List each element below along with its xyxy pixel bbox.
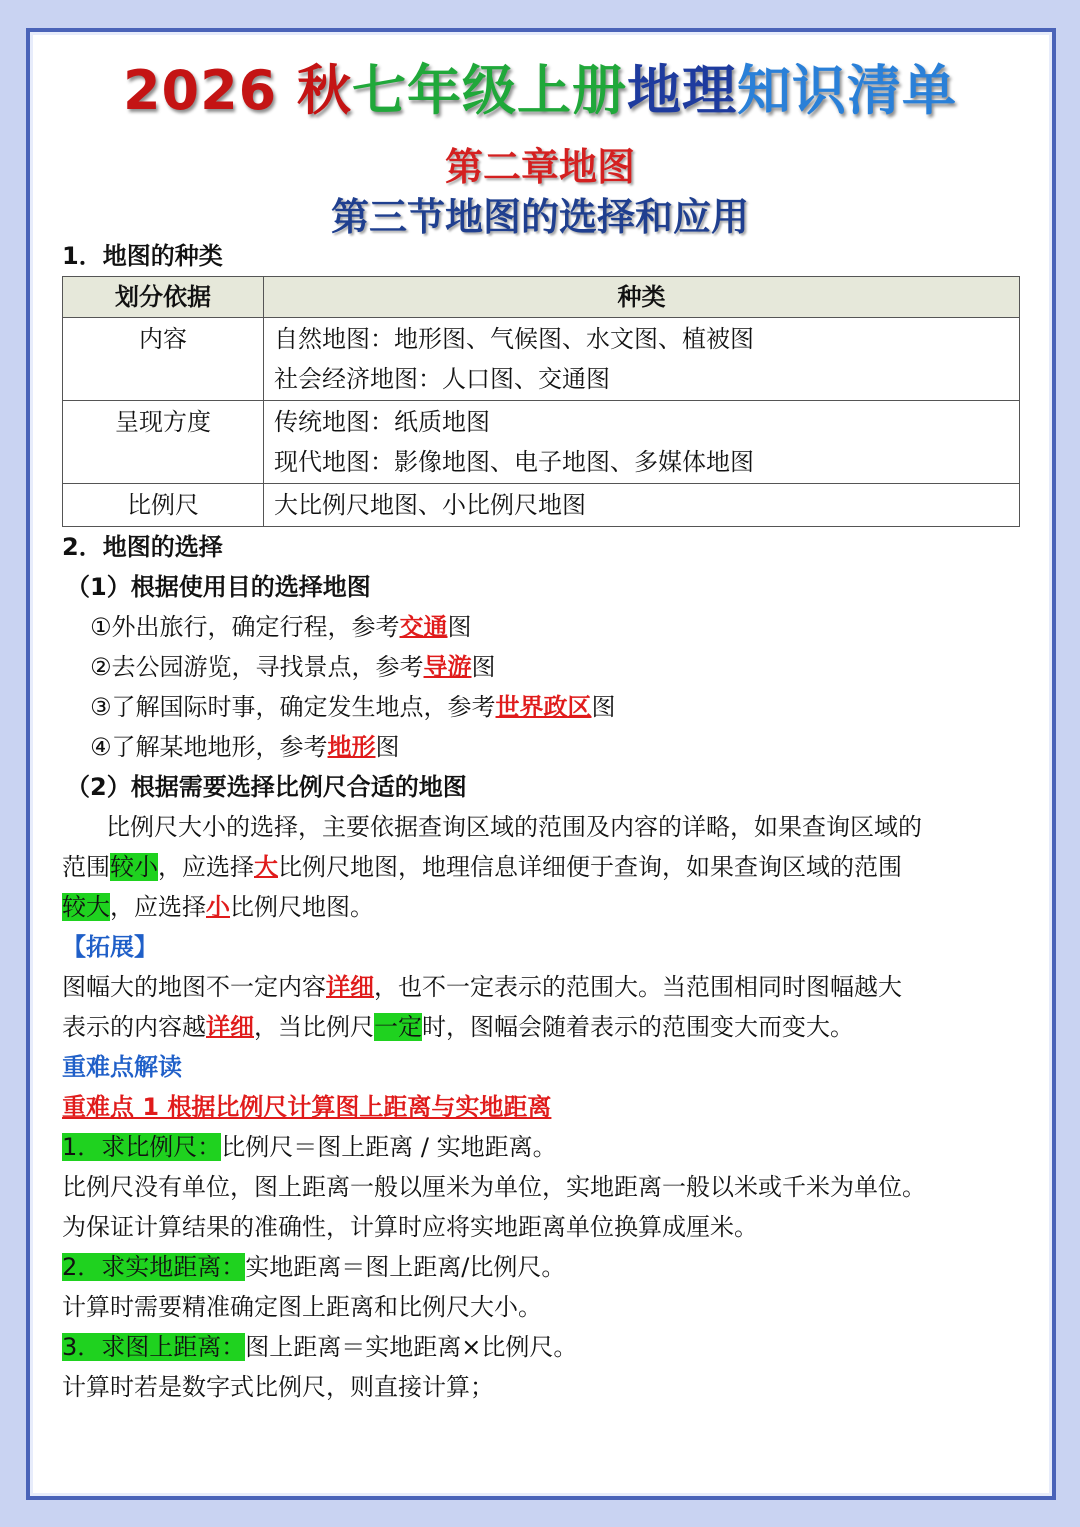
table-cell-basis: 比例尺 [63, 484, 264, 527]
highlight-text: 较大 [62, 893, 110, 921]
highlight-text: 一定 [374, 1013, 422, 1041]
step-formula: 实地距离＝图上距离/比例尺。 [245, 1253, 566, 1281]
para-text: ，应选择 [158, 853, 254, 881]
table-row [63, 484, 1020, 527]
table-cell-basis: 呈现方度 [63, 401, 264, 484]
table-row [63, 401, 1020, 484]
item-text: 图 [471, 653, 496, 681]
ext-text: 时，图幅会随着表示的范围变大而变大。 [422, 1013, 854, 1041]
item-keyword: 世界政区 [495, 693, 592, 721]
item-text: 图 [591, 693, 616, 721]
item-keyword: 导游 [423, 653, 472, 681]
item-text: 图 [375, 733, 400, 761]
table-row [63, 318, 1020, 401]
step-note: 计算时若是数字式比例尺，则直接计算； [62, 1373, 494, 1401]
step-label: 3．求图上距离： [62, 1333, 246, 1361]
step-note: 为保证计算结果的准确性，计算时应将实地距离单位换算成厘米。 [62, 1213, 758, 1241]
step-note: 计算时需要精准确定图上距离和比例尺大小。 [62, 1293, 542, 1321]
item-text: ④了解某地地形，参考 [90, 733, 328, 761]
step-formula: 图上距离＝实地距离×比例尺。 [245, 1333, 578, 1361]
para-text: 范围 [62, 853, 110, 881]
table-header-basis: 划分依据 [63, 277, 264, 318]
title-part-year: 2026 秋 [122, 59, 353, 122]
step-label: 2．求实地距离： [62, 1253, 246, 1281]
ext-text: ，也不一定表示的范围大。当范围相同时图幅越大 [374, 973, 902, 1001]
section-title: 第三节地图的选择和应用 [330, 195, 749, 239]
extension-line [62, 967, 1022, 1007]
scale-paragraph-line [62, 887, 1022, 927]
subheading-by-scale: （2）根据需要选择比例尺合适的地图 [66, 773, 467, 801]
kind-line: 传统地图：纸质地图 [274, 408, 490, 436]
keypoints-label: 重难点解读 [62, 1053, 182, 1081]
item-keyword: 交通 [399, 613, 448, 641]
table-cell-kinds [264, 484, 1020, 527]
title-part-list: 知识清单 [737, 59, 958, 122]
main-content [62, 236, 1022, 1407]
step-label: 1．求比例尺： [62, 1133, 222, 1161]
keypoint-1-title: 重难点 1 根据比例尺计算图上距离与实地距离 [62, 1093, 552, 1121]
item-text: ②去公园游览，寻找景点，参考 [90, 653, 424, 681]
para-text: 比例尺地图，地理信息详细便于查询，如果查询区域的范围 [278, 853, 902, 881]
step-note: 比例尺没有单位，图上距离一般以厘米为单位，实地距离一般以米或千米为单位。 [62, 1173, 926, 1201]
map-types-table [62, 276, 1020, 527]
heading-map-types: 1．地图的种类 [62, 242, 223, 270]
para-keyword: 大 [254, 853, 278, 881]
list-item [62, 687, 1022, 727]
ext-text: 表示的内容越 [62, 1013, 206, 1041]
extension-line [62, 1007, 1022, 1047]
step-scale-line [62, 1127, 1022, 1167]
para-text: ，应选择 [110, 893, 206, 921]
chapter-title: 第二章地图 [444, 145, 635, 189]
subheading-by-purpose: （1）根据使用目的选择地图 [66, 573, 371, 601]
ext-keyword: 详细 [326, 973, 374, 1001]
kind-line: 自然地图：地形图、气候图、水文图、植被图 [274, 325, 754, 353]
ext-keyword: 详细 [206, 1013, 254, 1041]
highlight-text: 较小 [110, 853, 158, 881]
list-item [62, 607, 1022, 647]
kind-line: 社会经济地图：人口图、交通图 [274, 365, 610, 393]
item-keyword: 地形 [327, 733, 376, 761]
list-item [62, 647, 1022, 687]
item-text: ③了解国际时事，确定发生地点，参考 [90, 693, 496, 721]
kind-line: 现代地图：影像地图、电子地图、多媒体地图 [274, 448, 754, 476]
step-map-distance-line [62, 1327, 1022, 1367]
scale-paragraph-line: 比例尺大小的选择，主要依据查询区域的范围及内容的详略，如果查询区域的 [106, 813, 922, 841]
ext-text: ，当比例尺 [254, 1013, 374, 1041]
kind-line: 大比例尺地图、小比例尺地图 [274, 491, 586, 519]
title-part-grade: 七年级上册 [352, 59, 628, 122]
para-keyword: 小 [206, 893, 230, 921]
para-text: 比例尺地图。 [230, 893, 374, 921]
page-title [0, 48, 1080, 125]
list-item [62, 727, 1022, 767]
table-header-row [63, 277, 1020, 318]
heading-map-selection: 2．地图的选择 [62, 533, 223, 561]
title-part-subject: 地理 [627, 59, 738, 122]
table-cell-kinds [264, 318, 1020, 401]
extension-label: 【拓展】 [62, 933, 158, 961]
step-formula: 比例尺＝图上距离 / 实地距离。 [221, 1133, 557, 1161]
table-cell-kinds [264, 401, 1020, 484]
table-header-kinds: 种类 [264, 277, 1020, 318]
table-cell-basis: 内容 [63, 318, 264, 401]
step-real-distance-line [62, 1247, 1022, 1287]
item-text: ①外出旅行，确定行程，参考 [90, 613, 400, 641]
scale-paragraph-line [62, 847, 1022, 887]
item-text: 图 [447, 613, 472, 641]
ext-text: 图幅大的地图不一定内容 [62, 973, 326, 1001]
